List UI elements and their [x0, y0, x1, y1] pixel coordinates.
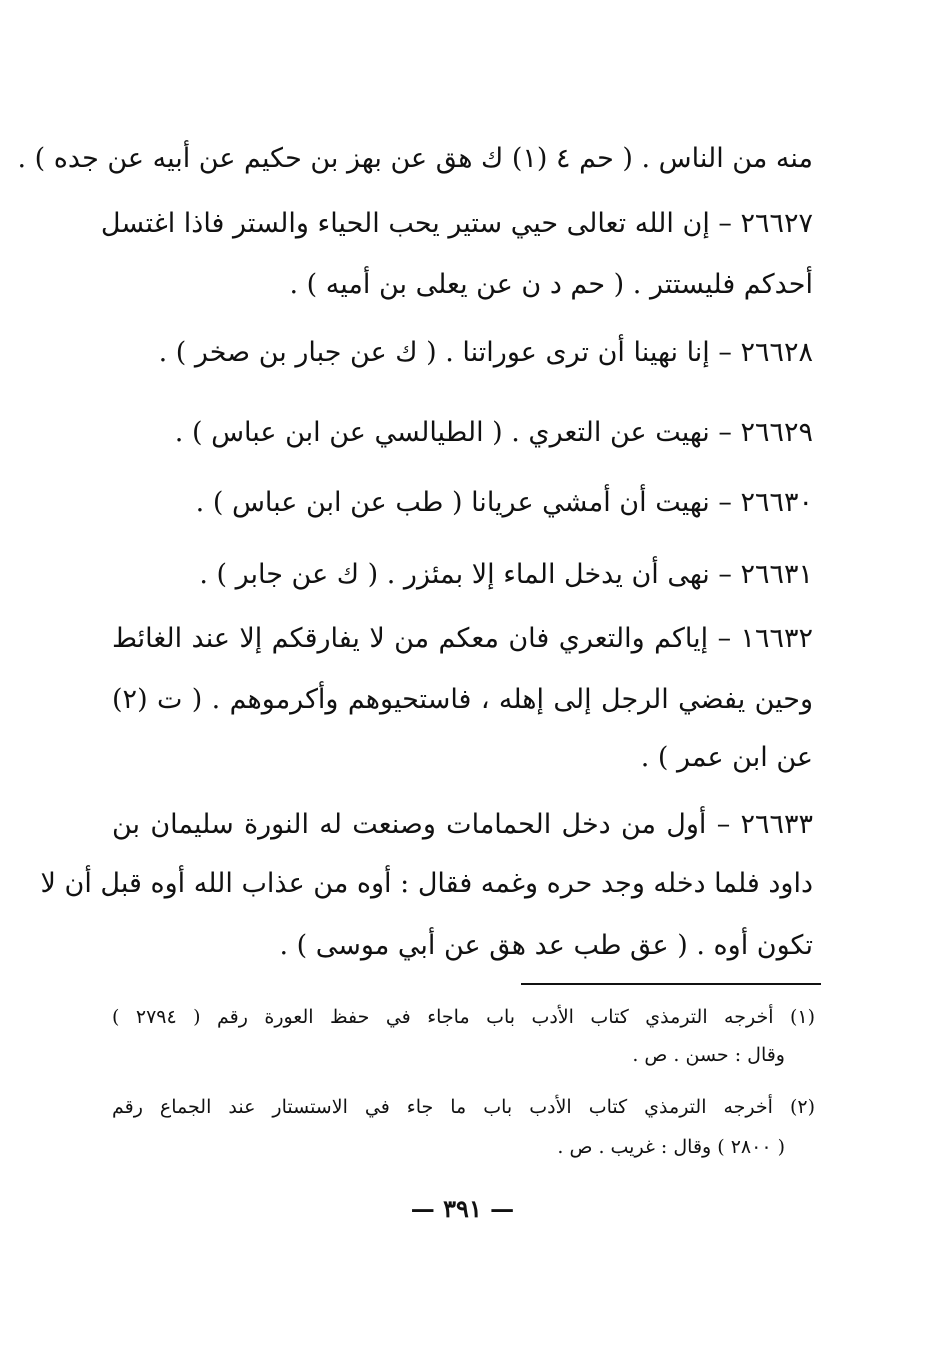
text-line: تكون أوه . ( عق طب عد هق عن أبي موسى ) .	[279, 930, 813, 961]
hadith-26627: ٢٦٦٢٧ – إن الله تعالى حيي ستير يحب الحياء والستر فاذا اغتسل	[100, 208, 813, 239]
footnote-1: (١) أخرجه الترمذي كتاب الأدب باب ماجاء في حفظ العورة رقم ( ٢٧٩٤ )	[112, 1006, 816, 1028]
footnote-divider	[521, 983, 821, 985]
text-line: أحدكم فليستتر . ( حم د ن عن يعلى بن أميه ) .	[289, 269, 813, 300]
footnote-2-continued: ( ٢٨٠٠ ) وقال : غريب . ص .	[557, 1136, 785, 1158]
hadith-26631: ٢٦٦٣١ – نهى أن يدخل الماء إلا بمئزر . ( ك عن جابر ) .	[199, 559, 813, 590]
hadith-26628: ٢٦٦٢٨ – إنا نهينا أن ترى عوراتنا . ( ك عن جبار بن صخر ) .	[158, 337, 813, 368]
hadith-26633: ٢٦٦٣٣ – أول من دخل الحمامات وصنعت له النورة سليمان بن	[112, 809, 813, 840]
text-line: منه من الناس . ( حم ٤ (١) ك هق عن بهز بن حكيم عن أبيه عن جده ) .	[17, 143, 813, 174]
text-line: داود فلما دخله وجد حره وغمه فقال : أوه من عذاب الله أوه قبل أن لا	[40, 868, 813, 899]
text-line: عن ابن عمر ) .	[640, 742, 813, 773]
hadith-16632: ١٦٦٣٢ – إياكم والتعري فان معكم من لا يفارقكم إلا عند الغائط	[112, 623, 813, 654]
footnote-2: (٢) أخرجه الترمذي كتاب الأدب باب ما جاء في الاستستار عند الجماع رقم	[112, 1096, 815, 1118]
hadith-26629: ٢٦٦٢٩ – نهيت عن التعري . ( الطيالسي عن ابن عباس ) .	[174, 417, 813, 448]
footnote-1-continued: وقال : حسن . ص .	[632, 1044, 785, 1066]
page-number: — ٣٩١ —	[410, 1194, 515, 1223]
hadith-26630: ٢٦٦٣٠ – نهيت أن أمشي عريانا ( طب عن ابن عباس ) .	[195, 487, 813, 518]
text-line: وحين يفضي الرجل إلى إهله ، فاستحيوهم وأكرموهم . ( ت (٢)	[112, 684, 814, 715]
